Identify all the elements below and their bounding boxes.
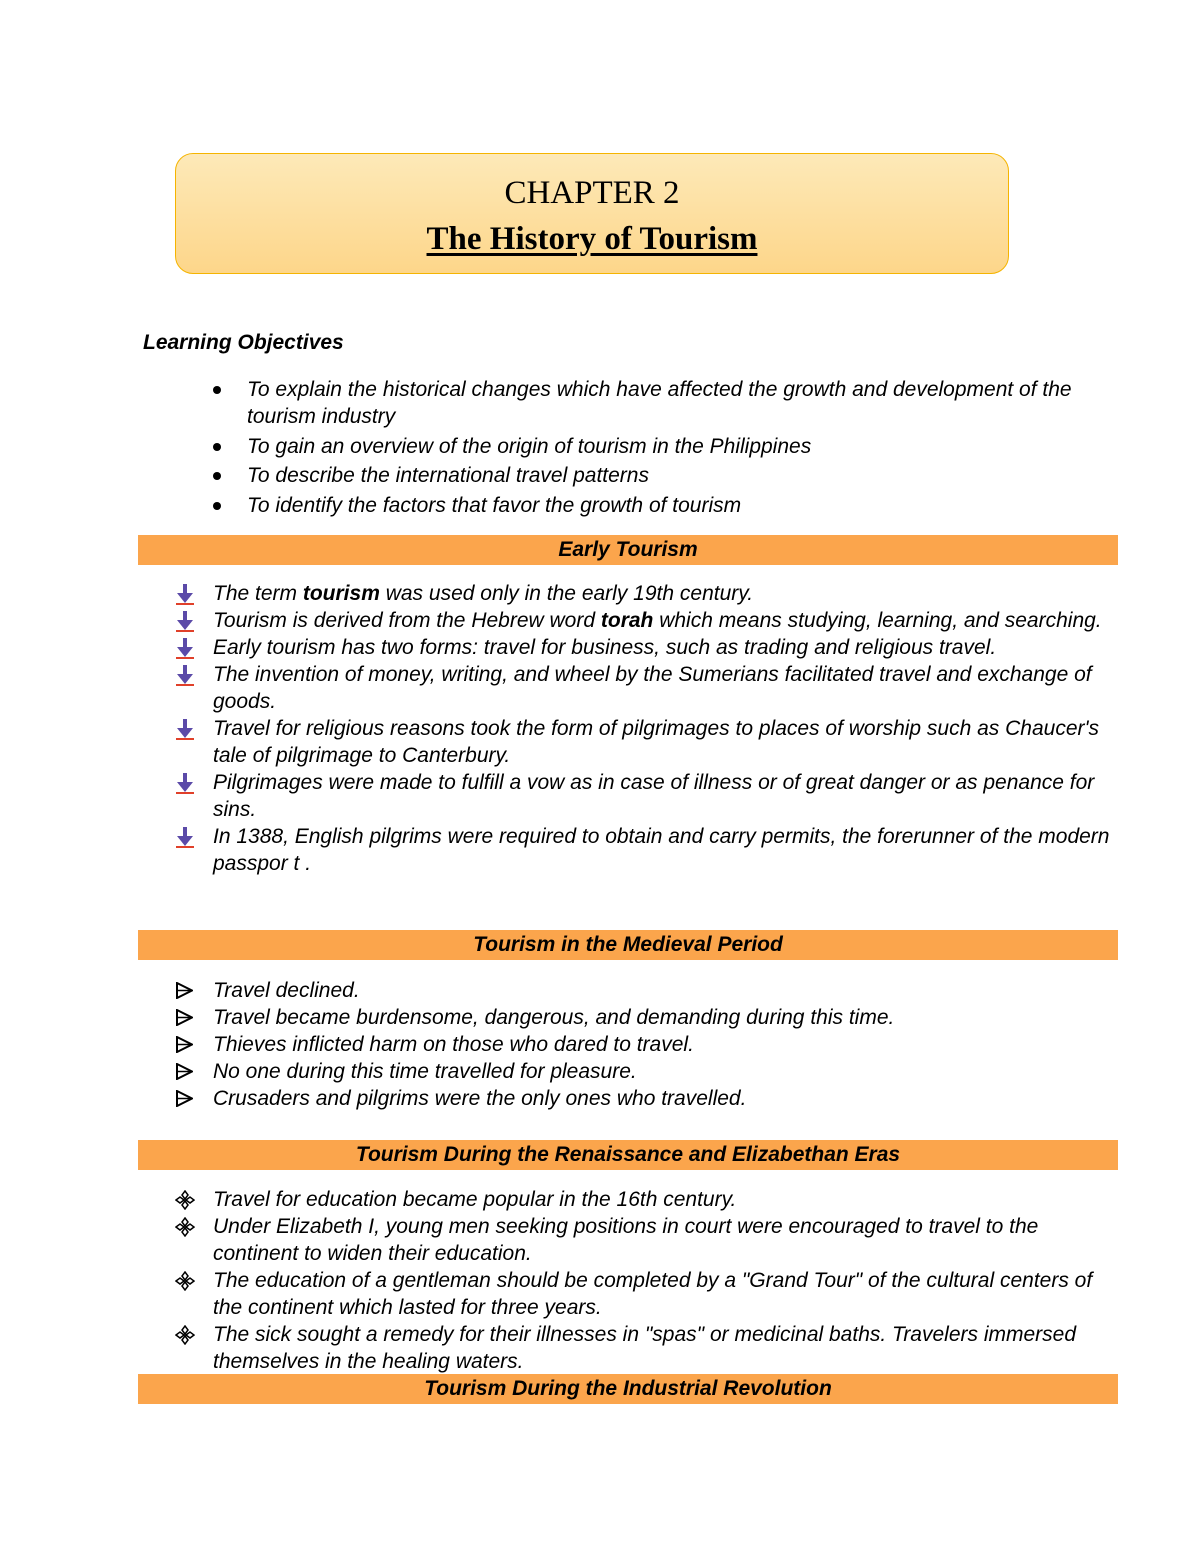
four-diamond-icon <box>175 1271 195 1291</box>
renaissance-list <box>213 1186 1123 1375</box>
list-item: No one during this time travelled for pleasure. <box>213 1058 1123 1085</box>
list-item: Travel for education became popular in the 16th century. <box>213 1186 1123 1213</box>
list-item: Early tourism has two forms: travel for business, such as trading and religious travel. <box>213 634 1123 661</box>
four-diamond-icon <box>175 1190 195 1210</box>
section-heading-renaissance: Tourism During the Renaissance and Elizabethan Eras <box>138 1140 1118 1170</box>
list-item: Tourism is derived from the Hebrew word torah which means studying, learning, and searching. <box>213 607 1123 634</box>
list-item: To gain an overview of the origin of tourism in the Philippines <box>247 433 1127 460</box>
down-arrow-icon <box>175 772 195 794</box>
list-item: To explain the historical changes which have affected the growth and development of the tourism industry <box>247 376 1127 430</box>
down-arrow-icon <box>175 610 195 632</box>
down-arrow-icon <box>175 583 195 605</box>
chapter-number: CHAPTER 2 <box>504 175 680 211</box>
bullet-icon <box>213 502 221 510</box>
triangle-arrow-icon <box>176 1036 193 1053</box>
list-item: Travel became burdensome, dangerous, and demanding during this time. <box>213 1004 1123 1031</box>
down-arrow-icon <box>175 718 195 740</box>
chapter-title: The History of Tourism <box>426 221 758 257</box>
list-item: The term tourism was used only in the early 19th century. <box>213 580 1123 607</box>
four-diamond-icon <box>175 1325 195 1345</box>
down-arrow-icon <box>175 637 195 659</box>
list-item: The education of a gentleman should be completed by a "Grand Tour" of the cultural centers of the continent which lasted for three years. <box>213 1267 1123 1321</box>
list-item: Travel for religious reasons took the form of pilgrimages to places of worship such as Chaucer's tale of pilgrimage to Canterbury. <box>213 715 1123 769</box>
down-arrow-icon <box>175 664 195 686</box>
bullet-icon <box>213 472 221 480</box>
triangle-arrow-icon <box>176 1009 193 1026</box>
list-item: The sick sought a remedy for their illnesses in "spas" or medicinal baths. Travelers immersed themselves in the healing waters. <box>213 1321 1123 1375</box>
triangle-arrow-icon <box>176 1063 193 1080</box>
down-arrow-icon <box>175 826 195 848</box>
list-item: Pilgrimages were made to fulfill a vow as in case of illness or of great danger or as penance for sins. <box>213 769 1123 823</box>
list-item: To describe the international travel patterns <box>247 462 1127 489</box>
list-item: Travel declined. <box>213 977 1123 1004</box>
medieval-list <box>213 977 1123 1112</box>
section-heading-early-tourism: Early Tourism <box>138 535 1118 565</box>
chapter-title-box <box>175 153 1009 274</box>
list-item: In 1388, English pilgrims were required to obtain and carry permits, the forerunner of the modern passpor t . <box>213 823 1123 877</box>
bullet-icon <box>213 386 221 394</box>
triangle-arrow-icon <box>176 1090 193 1107</box>
triangle-arrow-icon <box>176 982 193 999</box>
section-heading-medieval: Tourism in the Medieval Period <box>138 930 1118 960</box>
list-item: Crusaders and pilgrims were the only ones who travelled. <box>213 1085 1123 1112</box>
bullet-icon <box>213 443 221 451</box>
list-item: The invention of money, writing, and wheel by the Sumerians facilitated travel and exchange of goods. <box>213 661 1123 715</box>
list-item: Thieves inflicted harm on those who dared to travel. <box>213 1031 1123 1058</box>
learning-objectives-list <box>247 376 1127 521</box>
list-item: Under Elizabeth I, young men seeking positions in court were encouraged to travel to the continent to widen their education. <box>213 1213 1123 1267</box>
list-item: To identify the factors that favor the growth of tourism <box>247 492 1127 519</box>
learning-objectives-heading: Learning Objectives <box>143 331 344 354</box>
section-heading-industrial: Tourism During the Industrial Revolution <box>138 1374 1118 1404</box>
four-diamond-icon <box>175 1217 195 1237</box>
early-tourism-list <box>213 580 1123 877</box>
